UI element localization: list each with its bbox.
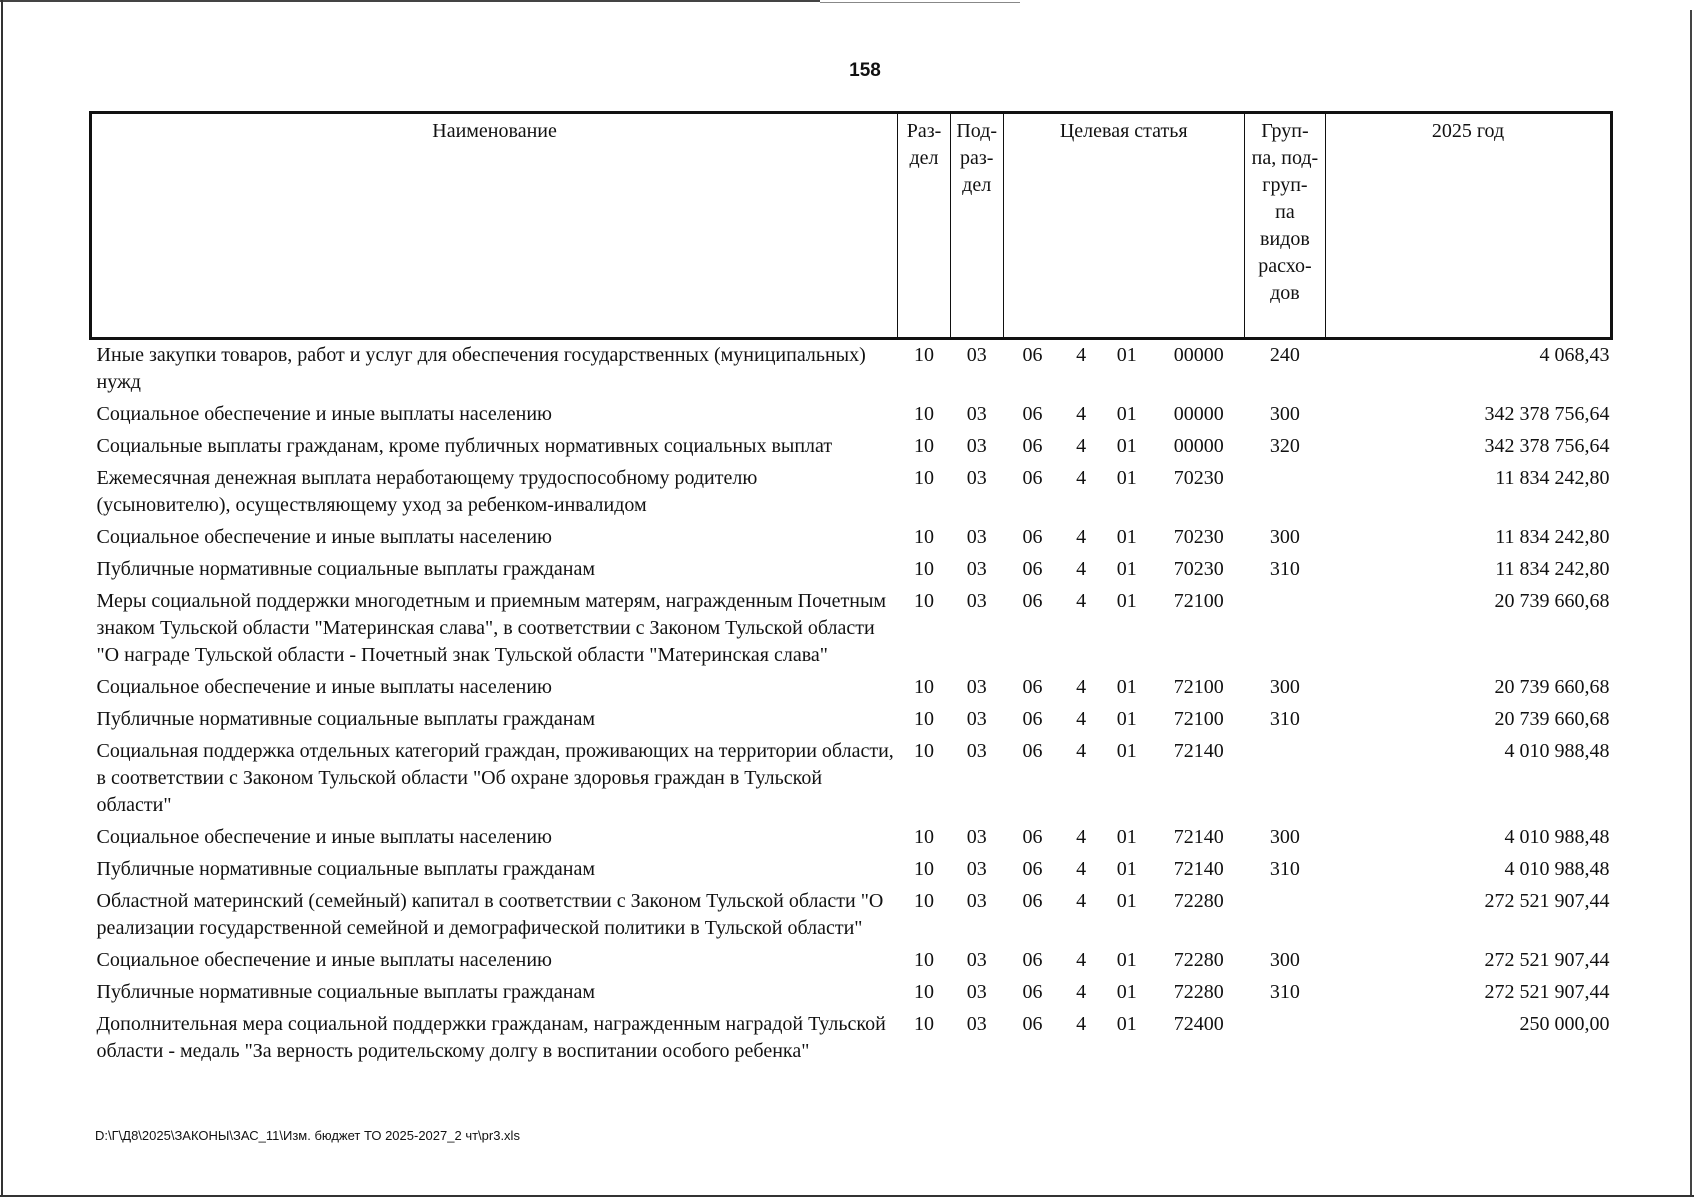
row-expense-group: 300 <box>1269 949 1300 971</box>
page-border-bottom <box>0 1195 1694 1197</box>
row-podrazdel: 03 <box>966 708 987 730</box>
row-target-direction: 72140 <box>1173 858 1224 880</box>
budget-table <box>89 111 1613 1068</box>
row-target-program: 06 <box>1022 403 1043 425</box>
page-number: 158 <box>849 60 881 81</box>
row-target-item: 01 <box>1116 890 1137 912</box>
table-row <box>91 431 1612 463</box>
row-target-program: 06 <box>1022 858 1043 880</box>
table-row <box>91 822 1612 854</box>
row-target-program: 06 <box>1022 526 1043 548</box>
table-body <box>91 339 1612 1069</box>
row-razdel: 10 <box>913 676 934 698</box>
table-row <box>91 399 1612 431</box>
table-row <box>91 554 1612 586</box>
row-target-direction: 72100 <box>1173 590 1224 612</box>
row-razdel: 10 <box>913 740 934 762</box>
row-target-item: 01 <box>1116 676 1137 698</box>
table-row <box>91 339 1612 400</box>
row-target-program: 06 <box>1022 708 1043 730</box>
row-target-item: 01 <box>1116 1013 1137 1035</box>
row-expense-group: 320 <box>1269 435 1300 457</box>
row-amount: 11 834 242,80 <box>1495 526 1610 548</box>
row-target-type: 4 <box>1076 826 1087 848</box>
row-name: Публичные нормативные социальные выплаты гражданам <box>96 708 596 730</box>
row-amount: 20 739 660,68 <box>1494 676 1610 698</box>
row-amount: 342 378 756,64 <box>1484 403 1610 425</box>
table-row <box>91 463 1612 522</box>
row-name: Публичные нормативные социальные выплаты гражданам <box>96 858 596 880</box>
table-row <box>91 522 1612 554</box>
row-name: Иные закупки товаров, работ и услуг для обеспечения государственных (муниципальных) нужд <box>96 344 866 393</box>
row-razdel: 10 <box>913 590 934 612</box>
row-razdel: 10 <box>913 949 934 971</box>
row-target-direction: 72400 <box>1173 1013 1224 1035</box>
row-target-type: 4 <box>1076 467 1087 489</box>
row-target-direction: 72100 <box>1173 676 1224 698</box>
row-razdel: 10 <box>913 467 934 489</box>
row-target-direction: 70230 <box>1173 558 1224 580</box>
row-razdel: 10 <box>913 1013 934 1035</box>
row-target-direction: 72140 <box>1173 826 1224 848</box>
row-name: Ежемесячная денежная выплата неработающему трудоспособному родителю (усыновителю), осуществляющему уход за ребенком-инвалидом <box>96 467 758 516</box>
page-border-top-fragment <box>820 2 1020 3</box>
table-row <box>91 977 1612 1009</box>
row-amount: 11 834 242,80 <box>1495 558 1610 580</box>
row-target-type: 4 <box>1076 590 1087 612</box>
row-amount: 4 010 988,48 <box>1504 740 1610 762</box>
row-podrazdel: 03 <box>966 435 987 457</box>
row-name: Социальная поддержка отдельных категорий граждан, проживающих на территории области, в соответствии с Законом Тульской области "Об охране здоровья граждан в Тульской области" <box>96 740 894 816</box>
table-row <box>91 945 1612 977</box>
row-target-item: 01 <box>1116 949 1137 971</box>
row-target-direction: 00000 <box>1173 403 1224 425</box>
row-target-direction: 70230 <box>1173 467 1224 489</box>
row-target-item: 01 <box>1116 858 1137 880</box>
row-podrazdel: 03 <box>966 590 987 612</box>
row-expense-group: 300 <box>1269 676 1300 698</box>
row-name: Публичные нормативные социальные выплаты гражданам <box>96 558 596 580</box>
row-amount: 20 739 660,68 <box>1494 590 1610 612</box>
table-row <box>91 736 1612 822</box>
row-name: Областной материнский (семейный) капитал в соответствии с Законом Тульской области "О реализации государственной семейной и демографической политики в Тульской области" <box>96 890 884 939</box>
row-target-program: 06 <box>1022 981 1043 1003</box>
row-target-program: 06 <box>1022 344 1043 366</box>
row-expense-group <box>1244 586 1325 672</box>
row-name: Социальное обеспечение и иные выплаты населению <box>96 949 552 971</box>
table-row <box>91 672 1612 704</box>
row-target-type: 4 <box>1076 344 1087 366</box>
page-border-top <box>0 0 820 2</box>
row-target-type: 4 <box>1076 676 1087 698</box>
row-expense-group: 310 <box>1269 981 1300 1003</box>
row-target-item: 01 <box>1116 526 1137 548</box>
row-target-item: 01 <box>1116 740 1137 762</box>
row-podrazdel: 03 <box>966 740 987 762</box>
row-expense-group: 300 <box>1269 526 1300 548</box>
row-target-direction: 72140 <box>1173 740 1224 762</box>
row-razdel: 10 <box>913 344 934 366</box>
row-target-direction: 72280 <box>1173 890 1224 912</box>
row-podrazdel: 03 <box>966 1013 987 1035</box>
row-target-type: 4 <box>1076 858 1087 880</box>
row-podrazdel: 03 <box>966 344 987 366</box>
table-header-row <box>91 113 1612 339</box>
row-podrazdel: 03 <box>966 403 987 425</box>
row-target-type: 4 <box>1076 558 1087 580</box>
header-year: 2025 год <box>1325 113 1611 339</box>
row-target-direction: 72280 <box>1173 949 1224 971</box>
table-row <box>91 704 1612 736</box>
row-podrazdel: 03 <box>966 949 987 971</box>
row-podrazdel: 03 <box>966 676 987 698</box>
row-razdel: 10 <box>913 435 934 457</box>
row-name: Меры социальной поддержки многодетным и приемным матерям, награжденным Почетным знаком Тульской области "Материнская слава", в соответствии с Законом Тульской области "О награде Тульской области - Почетный знак Тульской области "Материнская слава" <box>96 590 887 666</box>
row-expense-group <box>1244 886 1325 945</box>
row-target-program: 06 <box>1022 949 1043 971</box>
row-amount: 272 521 907,44 <box>1484 981 1610 1003</box>
file-path: D:\Г\Д8\2025\ЗАКОНЫ\ЗАС_11\Изм. бюджет ТО 2025-2027_2 чт\pr3.xls <box>95 1128 520 1143</box>
row-target-direction: 70230 <box>1173 526 1224 548</box>
row-razdel: 10 <box>913 981 934 1003</box>
row-name: Социальные выплаты гражданам, кроме публичных нормативных социальных выплат <box>96 435 833 457</box>
table-row <box>91 1009 1612 1068</box>
row-name: Социальное обеспечение и иные выплаты населению <box>96 826 552 848</box>
table-row <box>91 854 1612 886</box>
table-row <box>91 586 1612 672</box>
row-target-program: 06 <box>1022 590 1043 612</box>
row-amount: 250 000,00 <box>1519 1013 1610 1035</box>
row-expense-group <box>1244 736 1325 822</box>
row-razdel: 10 <box>913 890 934 912</box>
row-amount: 342 378 756,64 <box>1484 435 1610 457</box>
row-target-type: 4 <box>1076 526 1087 548</box>
row-name: Социальное обеспечение и иные выплаты населению <box>96 526 552 548</box>
row-target-item: 01 <box>1116 590 1137 612</box>
row-expense-group: 240 <box>1269 344 1300 366</box>
row-razdel: 10 <box>913 858 934 880</box>
row-podrazdel: 03 <box>966 826 987 848</box>
row-razdel: 10 <box>913 558 934 580</box>
row-razdel: 10 <box>913 526 934 548</box>
row-target-direction: 72280 <box>1173 981 1224 1003</box>
row-target-item: 01 <box>1116 708 1137 730</box>
row-expense-group: 310 <box>1269 558 1300 580</box>
row-target-program: 06 <box>1022 467 1043 489</box>
row-target-direction: 72100 <box>1173 708 1224 730</box>
row-target-item: 01 <box>1116 344 1137 366</box>
row-target-type: 4 <box>1076 708 1087 730</box>
row-target-item: 01 <box>1116 558 1137 580</box>
row-amount: 272 521 907,44 <box>1484 890 1610 912</box>
row-target-item: 01 <box>1116 403 1137 425</box>
row-name: Публичные нормативные социальные выплаты гражданам <box>96 981 596 1003</box>
row-target-program: 06 <box>1022 435 1043 457</box>
page-border-left <box>1 0 3 1195</box>
row-target-item: 01 <box>1116 826 1137 848</box>
row-expense-group: 300 <box>1269 826 1300 848</box>
row-expense-group <box>1244 1009 1325 1068</box>
row-amount: 4 010 988,48 <box>1504 858 1610 880</box>
row-amount: 4 068,43 <box>1539 344 1610 366</box>
row-name: Социальное обеспечение и иные выплаты населению <box>96 676 552 698</box>
row-podrazdel: 03 <box>966 981 987 1003</box>
header-target: Целевая статья <box>1003 113 1244 339</box>
row-target-program: 06 <box>1022 890 1043 912</box>
row-target-item: 01 <box>1116 467 1137 489</box>
row-amount: 11 834 242,80 <box>1495 467 1610 489</box>
row-podrazdel: 03 <box>966 890 987 912</box>
row-target-item: 01 <box>1116 981 1137 1003</box>
row-target-type: 4 <box>1076 949 1087 971</box>
row-razdel: 10 <box>913 708 934 730</box>
row-expense-group: 310 <box>1269 858 1300 880</box>
row-target-direction: 00000 <box>1173 344 1224 366</box>
row-target-type: 4 <box>1076 981 1087 1003</box>
row-target-type: 4 <box>1076 1013 1087 1035</box>
row-target-direction: 00000 <box>1173 435 1224 457</box>
row-podrazdel: 03 <box>966 858 987 880</box>
row-podrazdel: 03 <box>966 467 987 489</box>
row-expense-group <box>1244 463 1325 522</box>
header-group: Груп- па, под- груп- па видов расхо- дов <box>1244 113 1325 339</box>
row-target-type: 4 <box>1076 890 1087 912</box>
row-amount: 20 739 660,68 <box>1494 708 1610 730</box>
row-expense-group: 300 <box>1269 403 1300 425</box>
page-border-right <box>1690 10 1692 1195</box>
row-amount: 4 010 988,48 <box>1504 826 1610 848</box>
row-target-program: 06 <box>1022 826 1043 848</box>
row-name: Социальное обеспечение и иные выплаты населению <box>96 403 552 425</box>
row-target-type: 4 <box>1076 435 1087 457</box>
row-target-item: 01 <box>1116 435 1137 457</box>
row-target-type: 4 <box>1076 740 1087 762</box>
row-target-program: 06 <box>1022 1013 1043 1035</box>
row-target-program: 06 <box>1022 558 1043 580</box>
header-name: Наименование <box>91 113 898 339</box>
row-target-type: 4 <box>1076 403 1087 425</box>
row-target-program: 06 <box>1022 676 1043 698</box>
row-target-program: 06 <box>1022 740 1043 762</box>
table-row <box>91 886 1612 945</box>
row-expense-group: 310 <box>1269 708 1300 730</box>
row-podrazdel: 03 <box>966 526 987 548</box>
row-amount: 272 521 907,44 <box>1484 949 1610 971</box>
row-razdel: 10 <box>913 403 934 425</box>
header-podrazdel: Под- раз- дел <box>950 113 1003 339</box>
header-razdel: Раз- дел <box>898 113 951 339</box>
row-podrazdel: 03 <box>966 558 987 580</box>
row-name: Дополнительная мера социальной поддержки гражданам, награжденным наградой Тульской области - медаль "За верность родительскому долгу в воспитании особого ребенка" <box>96 1013 886 1062</box>
row-razdel: 10 <box>913 826 934 848</box>
